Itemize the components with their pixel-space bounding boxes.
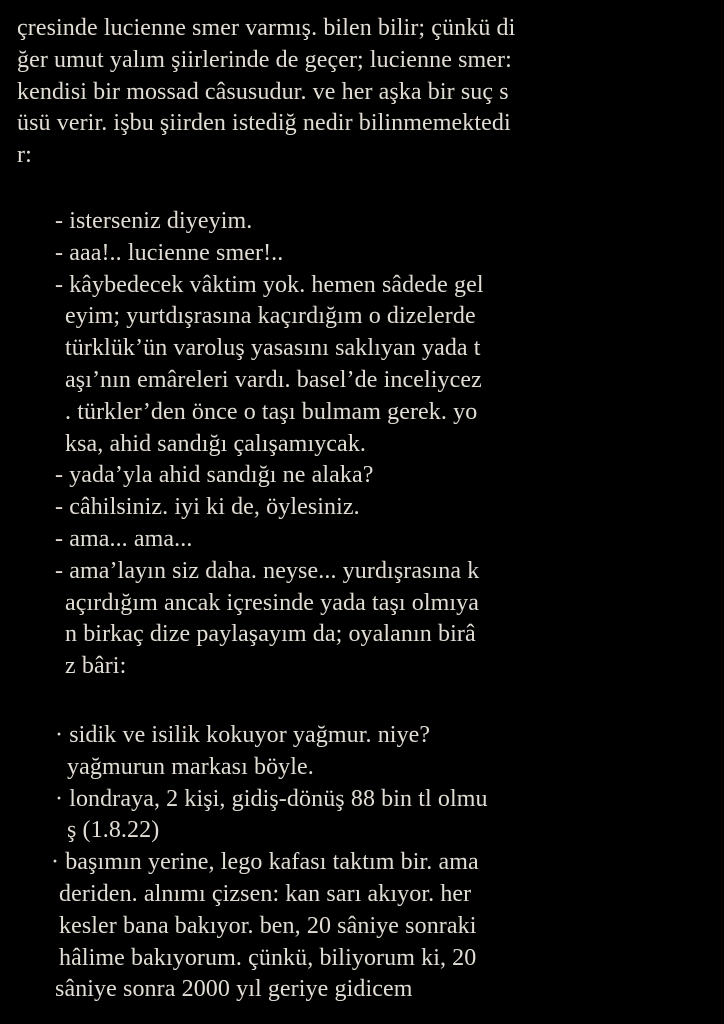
dialogue-line: açırdığım ancak içresinde yada taşı olmıya: [65, 589, 480, 616]
bullet-line: deriden. alnımı çizsen: kan sarı akıyor. her: [59, 880, 472, 907]
text-line: kendisi bir mossad câsusudur. ve her aşka bir suç s: [17, 78, 509, 105]
bullet-line: kesler bana bakıyor. ben, 20 sâniye sonraki: [59, 912, 477, 939]
dialogue-line: - ama’layın siz daha. neyse... yurdışrasına k: [55, 557, 480, 584]
dialogue-line: - kâybedecek vâktim yok. hemen sâdede gel: [55, 271, 484, 298]
poem-bullets-block: [17, 720, 724, 1006]
opening-paragraph: [17, 13, 724, 172]
dialogue-line: türklük’ün varoluş yasasını saklıyan yada t: [65, 335, 481, 362]
dialogue-line: z bâri:: [65, 653, 127, 680]
dialogue-line: . türkler’den önce o taşı bulmam gerek. yo: [65, 398, 478, 425]
bullet-line: yağmurun markası böyle.: [67, 753, 314, 780]
bullet-line: · başımın yerine, lego kafası taktım bir. ama: [51, 849, 479, 876]
dialogue-line: - yada’yla ahid sandığı ne alaka?: [55, 462, 374, 489]
bullet-line: hâlime bakıyorum. çünkü, biliyorum ki, 20: [59, 944, 477, 971]
dialogue-line: n birkaç dize paylaşayım da; oyalanın birâ: [65, 621, 476, 648]
dialogue-line: eyim; yurtdışrasına kaçırdığım o dizelerde: [65, 303, 476, 330]
text-line: üsü verir. işbu şiirden istediğ nedir bilinmemektedi: [17, 110, 511, 137]
bullet-line: sâniye sonra 2000 yıl geriye gidicem: [55, 976, 413, 1003]
bullet-line: · sidik ve isilik kokuyor yağmur. niye?: [55, 721, 431, 748]
bullet-line: · londraya, 2 kişi, gidiş-dönüş 88 bin tl olmu: [55, 785, 488, 812]
text-line: ğer umut yalım şiirlerinde de geçer; lucienne smer:: [17, 46, 512, 73]
dialogue-line: - ama... ama...: [55, 525, 193, 552]
dialogue-line: aşı’nın emâreleri vardı. basel’de inceliycez: [65, 366, 482, 393]
dialogue-line: - isterseniz diyeyim.: [55, 207, 253, 234]
dialogue-line: ksa, ahid sandığı çalışamıycak.: [65, 430, 367, 457]
dialogue-line: - câhilsiniz. iyi ki de, öylesiniz.: [55, 494, 360, 521]
text-line: r:: [17, 142, 32, 169]
dialogue-block: [17, 206, 724, 683]
dialogue-line: - aaa!.. lucienne smer!..: [55, 239, 284, 266]
bullet-line: ş (1.8.22): [67, 817, 160, 844]
text-line: çresinde lucienne smer varmış. bilen bilir; çünkü di: [17, 15, 516, 41]
